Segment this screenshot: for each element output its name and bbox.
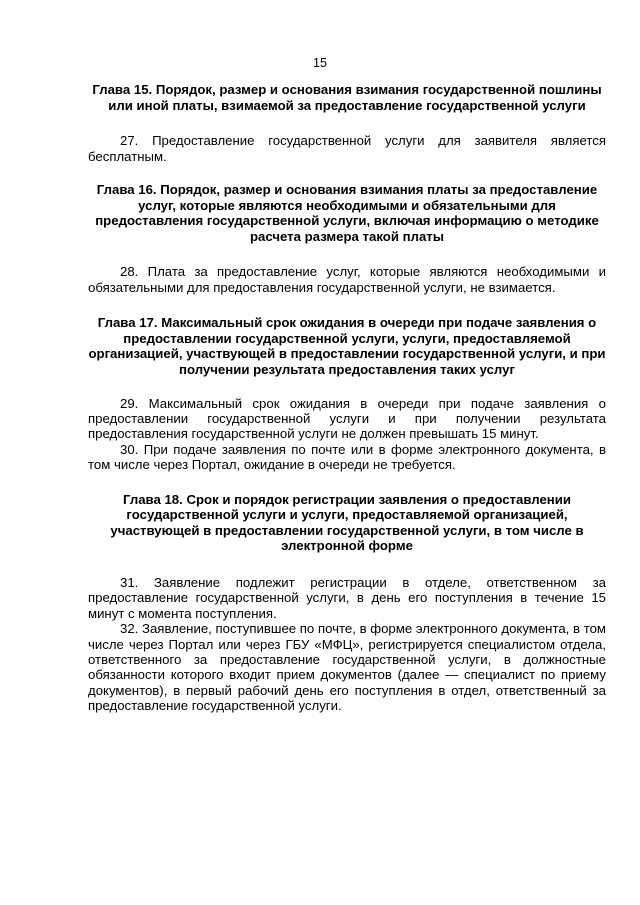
paragraph-27: 27. Предоставление государственной услуги для заявителя является бесплатным. xyxy=(88,133,606,164)
paragraph-32: 32. Заявление, поступившее по почте, в форме электронного документа, в том числе через Портал или через ГБУ «МФЦ», регистрируется специалистом отдела, ответственного за предоставление государственной услуги, в должностные обязанности которого входит прием документов (далее — специалист по приему документов), в первый рабочий день его поступления в отдел, ответственный за предоставление государственной услуги. xyxy=(88,621,606,714)
chapter-15-heading: Глава 15. Порядок, размер и основания взимания государственной пошлины или иной платы, взимаемой за предоставление государственной услуги xyxy=(92,82,602,113)
chapter-16-heading: Глава 16. Порядок, размер и основания взимания платы за предоставление услуг, которые являются необходимыми и обязательными для предоставления государственной услуги, включая информацию о методике расчета размера такой платы xyxy=(95,182,599,244)
chapter-17-heading: Глава 17. Максимальный срок ожидания в очереди при подаче заявления о предоставлении государственной услуги, услуги, предоставляемой организацией, участвующей в предоставлении государственной услуги, и при получении результата предоставления таких услуг xyxy=(88,315,606,377)
page-number: 15 xyxy=(313,56,327,70)
document-body xyxy=(88,82,606,714)
chapter-18-heading: Глава 18. Срок и порядок регистрации заявления о предоставлении государственной услуги и услуги, предоставляемой организацией, участвующей в предоставлении государственной услуги, в том числе в электронной форме xyxy=(110,491,584,554)
paragraph-31: 31. Заявление подлежит регистрации в отделе, ответственном за предоставление государственной услуги, в день его поступления в течение 15 минут с момента поступления. xyxy=(88,574,606,621)
paragraph-28: 28. Плата за предоставление услуг, которые являются необходимыми и обязательными для предоставления государственной услуги, не взимается. xyxy=(88,264,606,295)
paragraph-29: 29. Максимальный срок ожидания в очереди при подаче заявления о предоставлении государственной услуги и при получении результата предоставления государственной услуги не должен превышать 15 минут. xyxy=(88,395,606,442)
paragraph-30: 30. При подаче заявления по почте или в форме электронного документа, в том числе через Портал, ожидание в очереди не требуется. xyxy=(88,441,606,473)
